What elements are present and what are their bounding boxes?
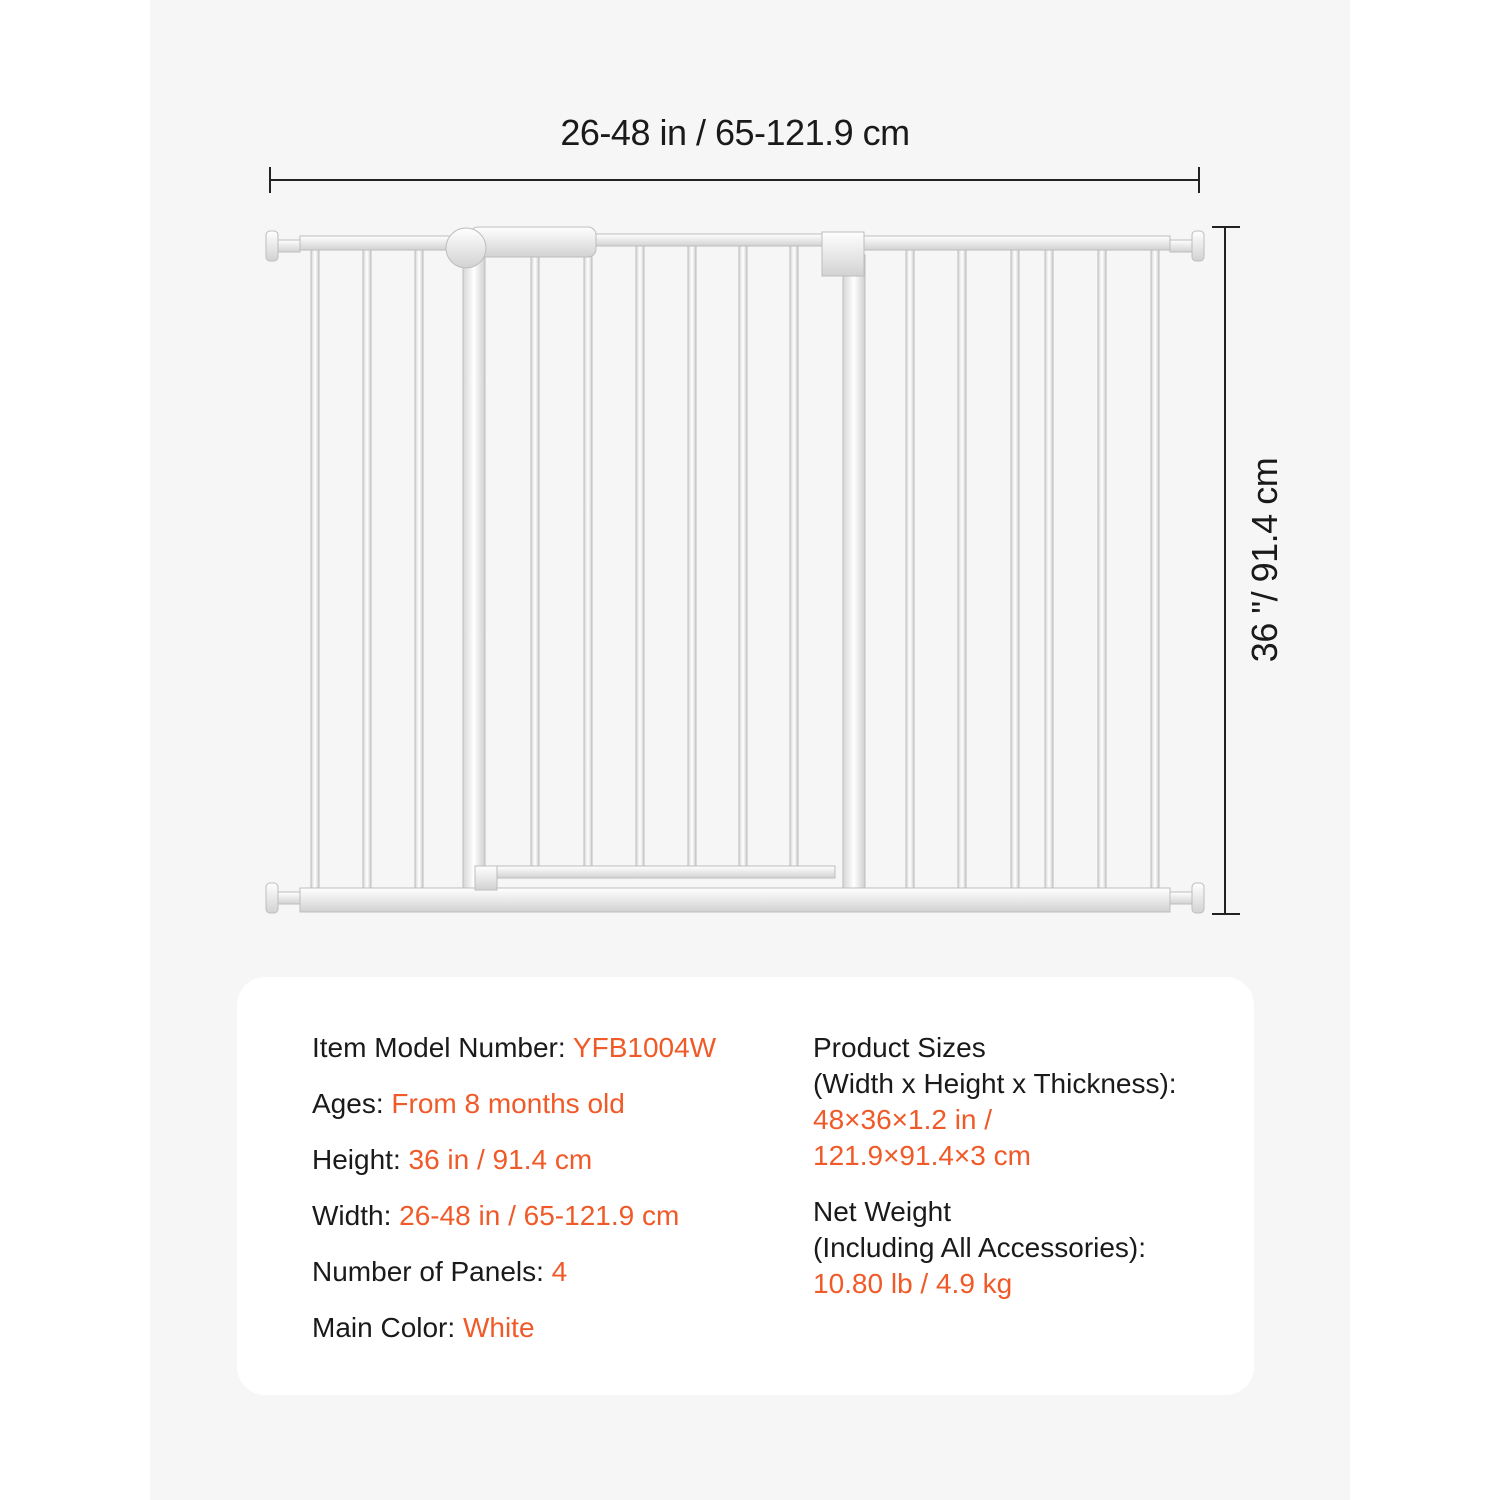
gate-bar [311, 250, 319, 890]
spec-label: Number of Panels: [312, 1256, 552, 1287]
gate-door-post-left [463, 255, 485, 890]
gate-bar [688, 245, 696, 870]
spec-row-width [312, 1198, 716, 1234]
gate-top-rail-right [860, 236, 1170, 250]
pressure-mount-bottom-right [1192, 883, 1204, 913]
width-dimension-label: 26-48 in / 65-121.9 cm [560, 112, 910, 153]
net-weight-block [813, 1194, 1177, 1302]
net-weight-value: 10.80 lb / 4.9 kg [813, 1268, 1013, 1299]
net-weight-sublabel: (Including All Accessories): [813, 1232, 1147, 1263]
spec-value: YFB1004W [572, 1032, 717, 1063]
product-sizes-sublabel: (Width x Height x Thickness): [813, 1068, 1177, 1099]
spec-label: Width: [312, 1200, 400, 1231]
spec-row-height [312, 1142, 716, 1178]
gate-hinge-top [822, 232, 864, 276]
gate-bar [790, 245, 798, 870]
spec-label: Main Color: [312, 1312, 463, 1343]
spec-value: 4 [551, 1256, 568, 1287]
spec-value: 36 in / 91.4 cm [408, 1144, 593, 1175]
gate-bottom-rail [300, 888, 1170, 912]
spec-label: Height: [312, 1144, 409, 1175]
spec-value: 26-48 in / 65-121.9 cm [399, 1200, 680, 1231]
gate-bar [531, 255, 539, 870]
spec-list-left [312, 1030, 716, 1366]
product-sizes-block [813, 1030, 1177, 1174]
pressure-mount-rod [1170, 892, 1192, 904]
gate-bar [1045, 250, 1053, 890]
spec-row-panels [312, 1254, 716, 1290]
pressure-mount-rod [278, 892, 300, 904]
pressure-mount-rod [278, 240, 300, 252]
pressure-mount-top-right [1192, 231, 1204, 261]
height-dimension-text: 36 "/ 91.4 cm [1244, 457, 1285, 663]
spec-row-color [312, 1310, 716, 1346]
product-sizes-value-in: 48×36×1.2 in / [813, 1104, 993, 1135]
gate-top-rail-door [590, 234, 850, 246]
spec-value: White [462, 1312, 535, 1343]
spec-row-ages [312, 1086, 716, 1122]
pressure-mount-bottom-left [266, 883, 278, 913]
gate-bar [636, 245, 644, 870]
gate-latch-handle [470, 227, 596, 257]
pressure-mount-rod [1170, 240, 1192, 252]
gate-bar [958, 250, 966, 890]
gate-bar [1098, 250, 1106, 890]
gate-bar [1151, 250, 1159, 890]
gate-latch-knob [446, 228, 486, 268]
spec-row-model [312, 1030, 716, 1066]
spec-value: From 8 months old [391, 1088, 625, 1119]
product-sizes-value-cm: 121.9×91.4×3 cm [813, 1140, 1031, 1171]
spec-label: Item Model Number: [312, 1032, 573, 1063]
pressure-mount-top-left [266, 231, 278, 261]
gate-door-bottom-rail [495, 866, 835, 878]
spec-list-right [813, 1030, 1177, 1322]
gate-bar [584, 245, 592, 870]
spec-label: Ages: [312, 1088, 392, 1119]
gate-bar [415, 250, 423, 890]
gate-bar [363, 250, 371, 890]
gate-bar [739, 245, 747, 870]
gate-hinge-bottom [475, 866, 497, 890]
gate-door-post-right [843, 255, 865, 890]
gate-top-rail-left [300, 236, 450, 250]
gate-bar [906, 250, 914, 890]
net-weight-label: Net Weight [813, 1196, 951, 1227]
product-sizes-label: Product Sizes [813, 1032, 986, 1063]
gate-bar [1011, 250, 1019, 890]
